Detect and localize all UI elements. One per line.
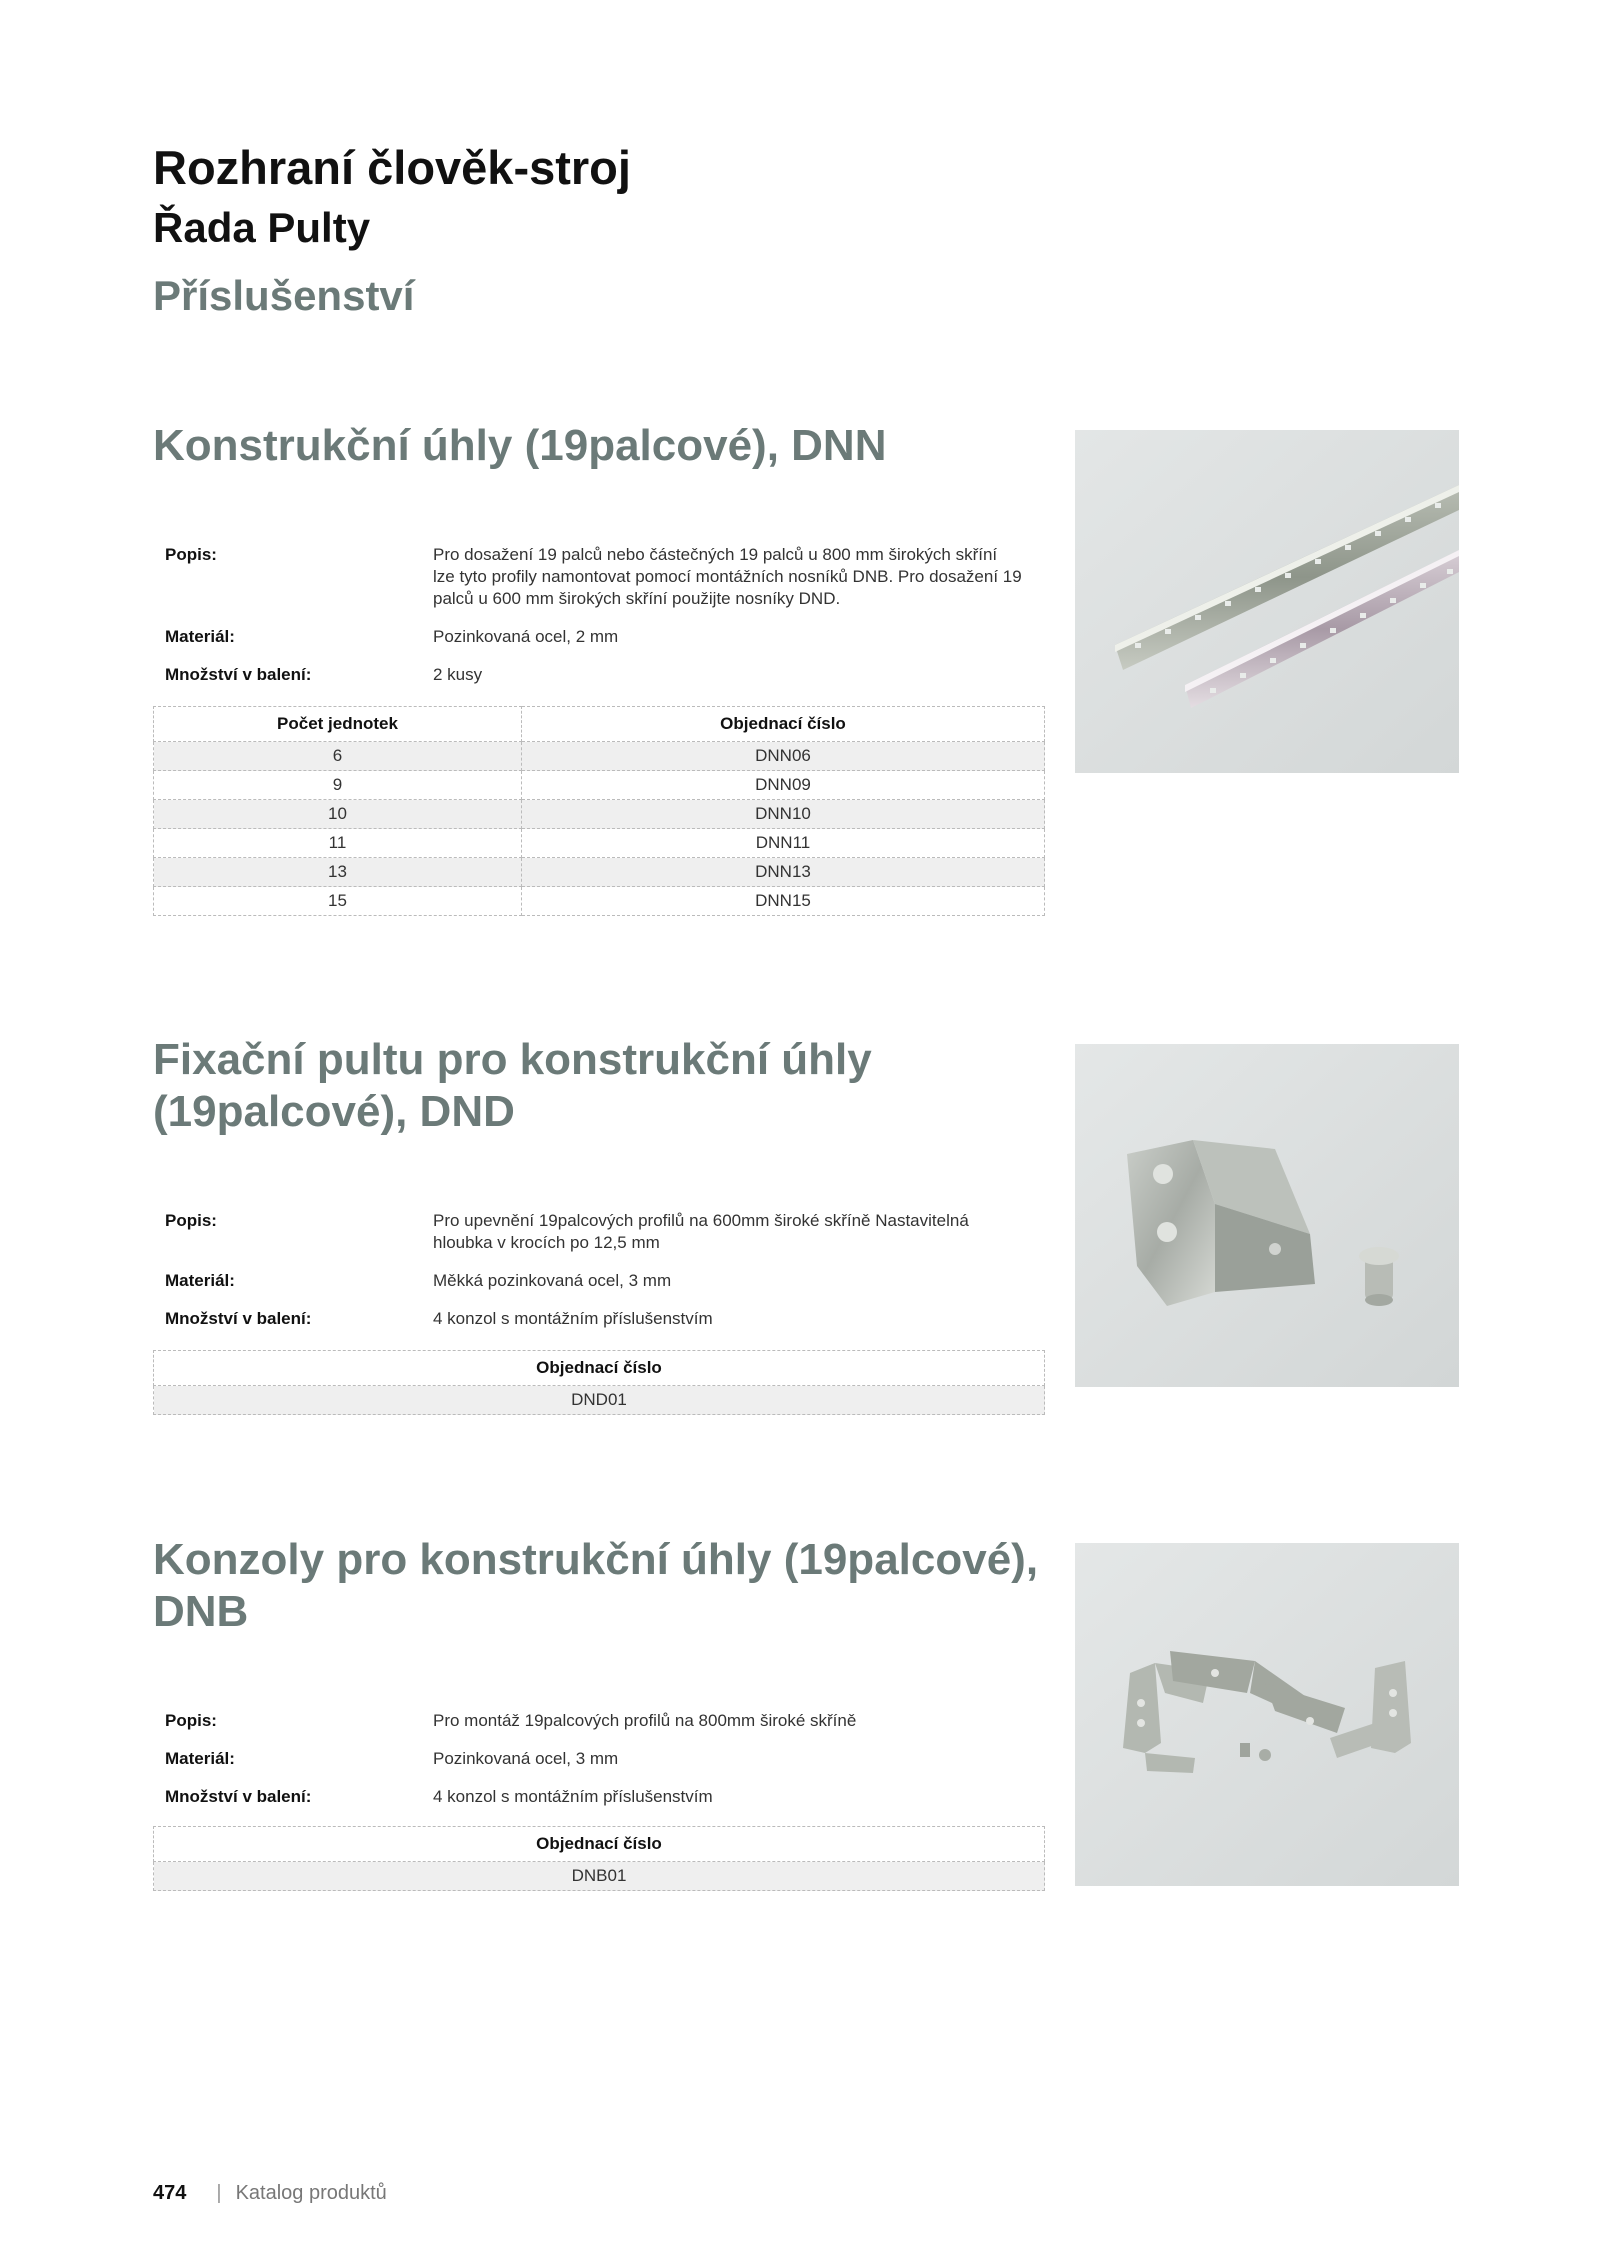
- description-label: Popis:: [165, 545, 217, 564]
- description-row: [153, 544, 1045, 610]
- page-footer: [153, 2182, 387, 2205]
- material-label: Materiál:: [165, 1271, 235, 1290]
- page-number: 474: [153, 2182, 187, 2204]
- order-number-cell: DNN11: [522, 829, 1045, 858]
- description-row: [153, 1210, 1045, 1254]
- table-row: [154, 800, 1045, 829]
- order-table-dnn: [153, 706, 1045, 916]
- material-label: Materiál:: [165, 1749, 235, 1768]
- table-row: [154, 771, 1045, 800]
- order-column-header: Objednací číslo: [154, 1351, 1045, 1386]
- material-value: Pozinkovaná ocel, 2 mm: [433, 627, 619, 646]
- units-cell: 11: [154, 829, 522, 858]
- product-dnn: [153, 420, 1045, 472]
- quantity-label: Množství v balení:: [165, 665, 312, 684]
- table-header-row: [154, 1351, 1045, 1386]
- material-value: Pozinkovaná ocel, 3 mm: [433, 1749, 619, 1768]
- material-value: Měkká pozinkovaná ocel, 3 mm: [433, 1271, 672, 1290]
- table-row: [154, 829, 1045, 858]
- order-number-cell: DNN10: [522, 800, 1045, 829]
- order-number-cell: DNB01: [154, 1862, 1045, 1891]
- product-dnb: [153, 1534, 1045, 1638]
- quantity-value: 2 kusy: [433, 665, 483, 684]
- table-row: [154, 742, 1045, 771]
- product-title: Konzoly pro konstrukční úhly (19palcové), DNB: [153, 1535, 1039, 1636]
- order-table-dnb: [153, 1826, 1045, 1891]
- page-title: Rozhraní člověk-stroj: [153, 141, 631, 194]
- order-column-header: Objednací číslo: [522, 707, 1045, 742]
- units-cell: 9: [154, 771, 522, 800]
- units-cell: 6: [154, 742, 522, 771]
- quantity-row: [153, 1786, 1045, 1808]
- product-title: Konstrukční úhly (19palcové), DNN: [153, 421, 887, 470]
- product-dnd-properties: [153, 1210, 1045, 1346]
- quantity-row: [153, 664, 1045, 686]
- units-cell: 15: [154, 887, 522, 916]
- material-row: [153, 1748, 1045, 1770]
- product-dnn-properties: [153, 544, 1045, 702]
- table-row: [154, 858, 1045, 887]
- order-number-cell: DNN06: [522, 742, 1045, 771]
- product-photo-dnn: [1075, 430, 1459, 773]
- order-column-header: Objednací číslo: [154, 1827, 1045, 1862]
- order-number-cell: DNN13: [522, 858, 1045, 887]
- quantity-label: Množství v balení:: [165, 1787, 312, 1806]
- quantity-value: 4 konzol s montážním příslušenstvím: [433, 1309, 713, 1328]
- units-cell: 13: [154, 858, 522, 887]
- table-row: [154, 1386, 1045, 1415]
- catalog-name: Katalog produktů: [235, 2182, 387, 2204]
- table-row: [154, 887, 1045, 916]
- description-label: Popis:: [165, 1211, 217, 1230]
- table-header-row: [154, 707, 1045, 742]
- section-title: Příslušenství: [153, 272, 415, 319]
- table-header-row: [154, 1827, 1045, 1862]
- product-photo-dnd: [1075, 1044, 1459, 1387]
- description-row: [153, 1710, 1045, 1732]
- product-title: Fixační pultu pro konstrukční úhly (19palcové), DND: [153, 1035, 872, 1136]
- product-dnb-properties: [153, 1710, 1045, 1824]
- material-row: [153, 1270, 1045, 1292]
- units-cell: 10: [154, 800, 522, 829]
- footer-separator: |: [216, 2182, 222, 2204]
- material-row: [153, 626, 1045, 648]
- product-dnd: [153, 1034, 1045, 1138]
- quantity-value: 4 konzol s montážním příslušenstvím: [433, 1787, 713, 1806]
- description-value: Pro upevnění 19palcových profilů na 600mm široké skříně Nastavitelná hloubka v krocích po 12,5 mm: [433, 1211, 969, 1252]
- order-number-cell: DNN09: [522, 771, 1045, 800]
- material-label: Materiál:: [165, 627, 235, 646]
- units-column-header: Počet jednotek: [154, 707, 522, 742]
- order-table-dnd: [153, 1350, 1045, 1415]
- order-number-cell: DNN15: [522, 887, 1045, 916]
- quantity-label: Množství v balení:: [165, 1309, 312, 1328]
- description-value: Pro dosažení 19 palců nebo částečných 19 palců u 800 mm širokých skříní lze tyto profily namontovat pomocí montážních nosníků DNB. Pro dosažení 19 palců u 600 mm širokých skříní použijte nosníky DND.: [433, 545, 1022, 608]
- product-photo-dnb: [1075, 1543, 1459, 1886]
- quantity-row: [153, 1308, 1045, 1330]
- description-label: Popis:: [165, 1711, 217, 1730]
- description-value: Pro montáž 19palcových profilů na 800mm široké skříně: [433, 1711, 857, 1730]
- table-row: [154, 1862, 1045, 1891]
- order-number-cell: DND01: [154, 1386, 1045, 1415]
- page-subtitle: Řada Pulty: [153, 204, 371, 251]
